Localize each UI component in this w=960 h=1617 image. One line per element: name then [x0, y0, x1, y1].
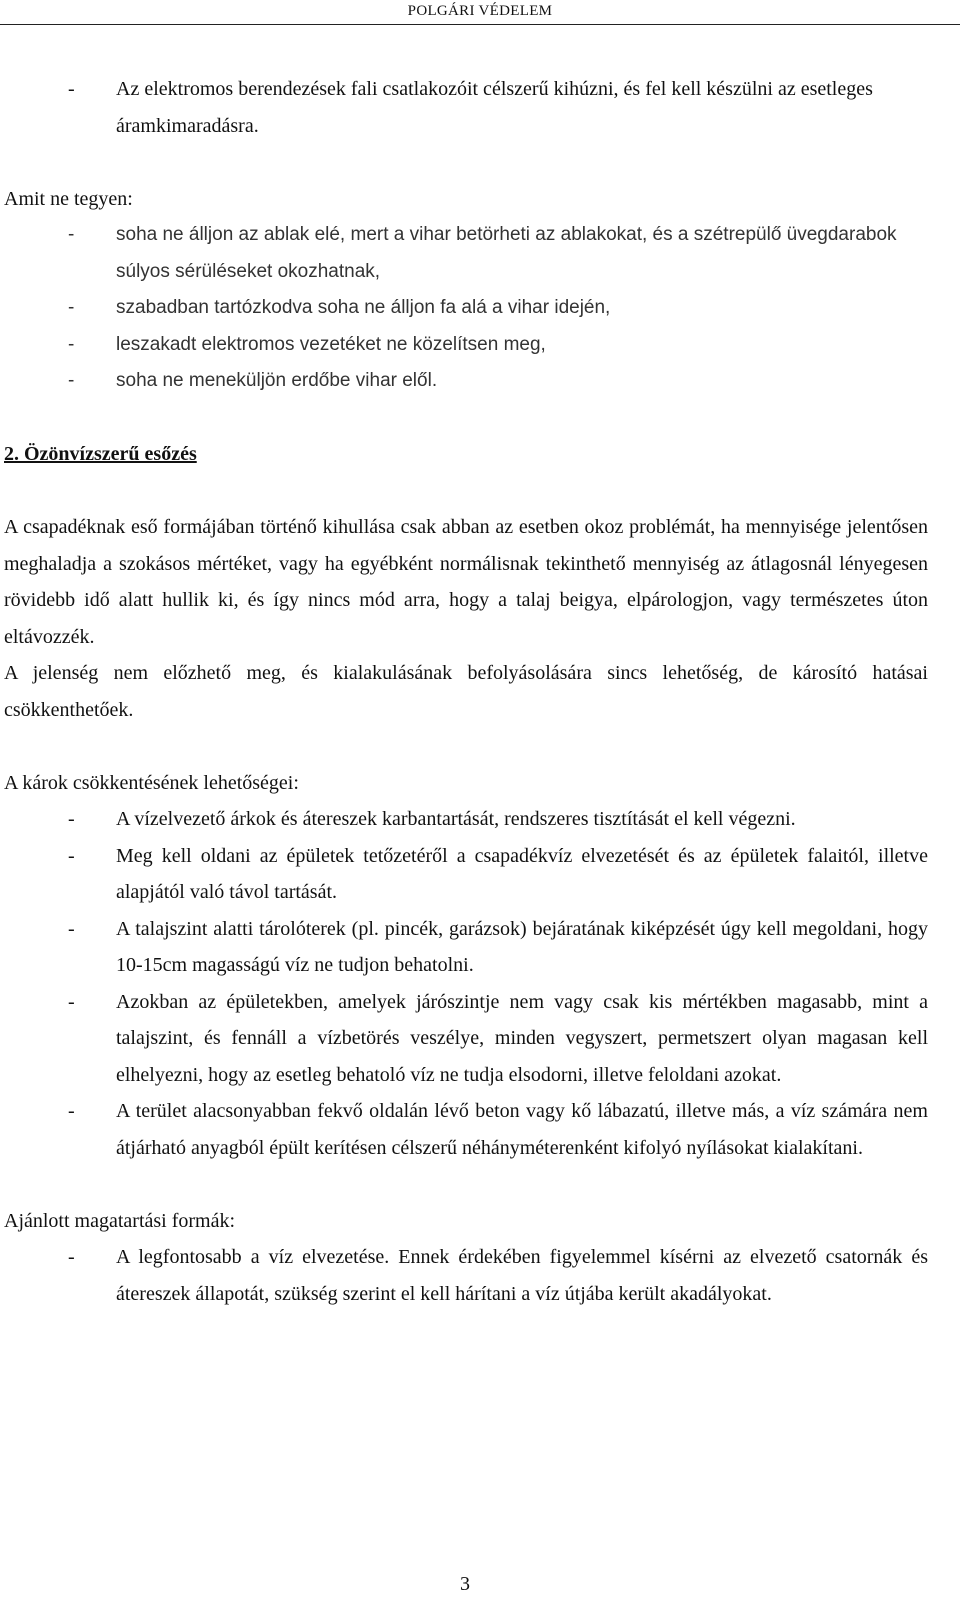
list-item: [4, 911, 928, 984]
behaviour-list: [4, 1239, 928, 1312]
list-item: [4, 1239, 928, 1312]
list-item-text: Azokban az épületekben, amelyek járószintje nem vagy csak kis mértékben magasabb, mint a talajszint, és fennáll a vízbetörés veszélye, minden vegyszert, permetszert olyan magasan kell elhelyezni, hogy az esetleg behatoló víz ne tudja elsodorni, illetve feloldani azokat.: [116, 990, 928, 1086]
list-dash: -: [68, 917, 75, 940]
list-item: [4, 1093, 928, 1166]
paragraph: A jelenség nem előzhető meg, és kialakulásának befolyásolására sincs lehetőség, de károsító hatásai csökkenthetőek.: [4, 662, 928, 721]
list-item-text: soha ne álljon az ablak elé, mert a vihar betörheti az ablakokat, és a szétrepülő üvegdarabok súlyos sérüléseket okozhatnak,: [116, 224, 897, 282]
reduce-title: A károk csökkentésének lehetőségei:: [4, 771, 299, 794]
list-item: [4, 838, 928, 911]
section-heading: 2. Özönvízszerű esőzés: [4, 443, 197, 465]
list-item-text: Meg kell oldani az épületek tetőzetéről a csapadékvíz elvezetését és az épületek falaitól, illetve alapjától való távol tartását.: [116, 844, 928, 903]
paragraph: A csapadéknak eső formájában történő kihullása csak abban az esetben okoz problémát, ha mennyisége jelentősen meghaladja a szokásos mértéket, vagy ha egyébként normálisnak tekinthető mennyiség az átlagosnál lényegesen rövidebb idő alatt hullik ki, és így nincs mód arra, hogy a talaj beigya, elpárologjon, vagy természetes úton eltávozzék.: [4, 516, 928, 648]
list-item-text: A talajszint alatti tárolóterek (pl. pincék, garázsok) bejáratának kiképzését úgy kell megoldani, hogy 10-15cm magasságú víz ne tudjon behatolni.: [116, 917, 928, 976]
list-dash: -: [68, 297, 75, 318]
list-item-text: leszakadt elektromos vezetéket ne közelítsen meg,: [116, 333, 546, 355]
header-rule: [0, 24, 960, 25]
list-dash: -: [68, 370, 75, 391]
list-item-text: soha ne meneküljön erdőbe vihar elől.: [116, 370, 438, 391]
list-item: [4, 801, 928, 838]
list-item: [4, 71, 928, 144]
page-header: POLGÁRI VÉDELEM: [407, 3, 553, 19]
list-dash: -: [68, 808, 75, 830]
dont-list: [4, 217, 928, 400]
page-body: [4, 71, 928, 1312]
list-item-text: szabadban tartózkodva soha ne álljon fa alá a vihar idején,: [116, 297, 611, 318]
list-dash: -: [68, 1100, 75, 1122]
list-item: [4, 290, 928, 327]
page-number: 3: [460, 1573, 470, 1595]
list-dash: -: [68, 224, 75, 245]
list-dash: -: [68, 78, 75, 100]
dont-title: Amit ne tegyen:: [4, 187, 133, 210]
list-item: [4, 984, 928, 1094]
list-dash: -: [68, 1246, 75, 1268]
list-item: [4, 217, 928, 290]
list-item: [4, 363, 928, 400]
list-item-text: A terület alacsonyabban fekvő oldalán lévő beton vagy kő lábazatú, illetve más, a víz számára nem átjárható anyagból épült kerítésen célszerű néhányméterenként kifolyó nyílásokat kialakítani.: [116, 1100, 928, 1159]
list-item: [4, 327, 928, 364]
list-item-text: Az elektromos berendezések fali csatlakozóit célszerű kihúzni, és fel kell készülni az esetleges áramkimaradásra.: [116, 78, 873, 137]
reduce-list: [4, 801, 928, 1166]
behaviour-title: Ajánlott magatartási formák:: [4, 1209, 236, 1232]
list-dash: -: [68, 990, 75, 1013]
list-dash: -: [68, 333, 75, 355]
list-item-text: A vízelvezető árkok és átereszek karbantartását, rendszeres tisztítását el kell végezni.: [116, 808, 796, 830]
list-item-text: A legfontosabb a víz elvezetése. Ennek érdekében figyelemmel kísérni az elvezető csatornák és átereszek állapotát, szükség szerint el kell hárítani a víz útjába került akadályokat.: [116, 1246, 928, 1305]
list-dash: -: [68, 844, 75, 867]
